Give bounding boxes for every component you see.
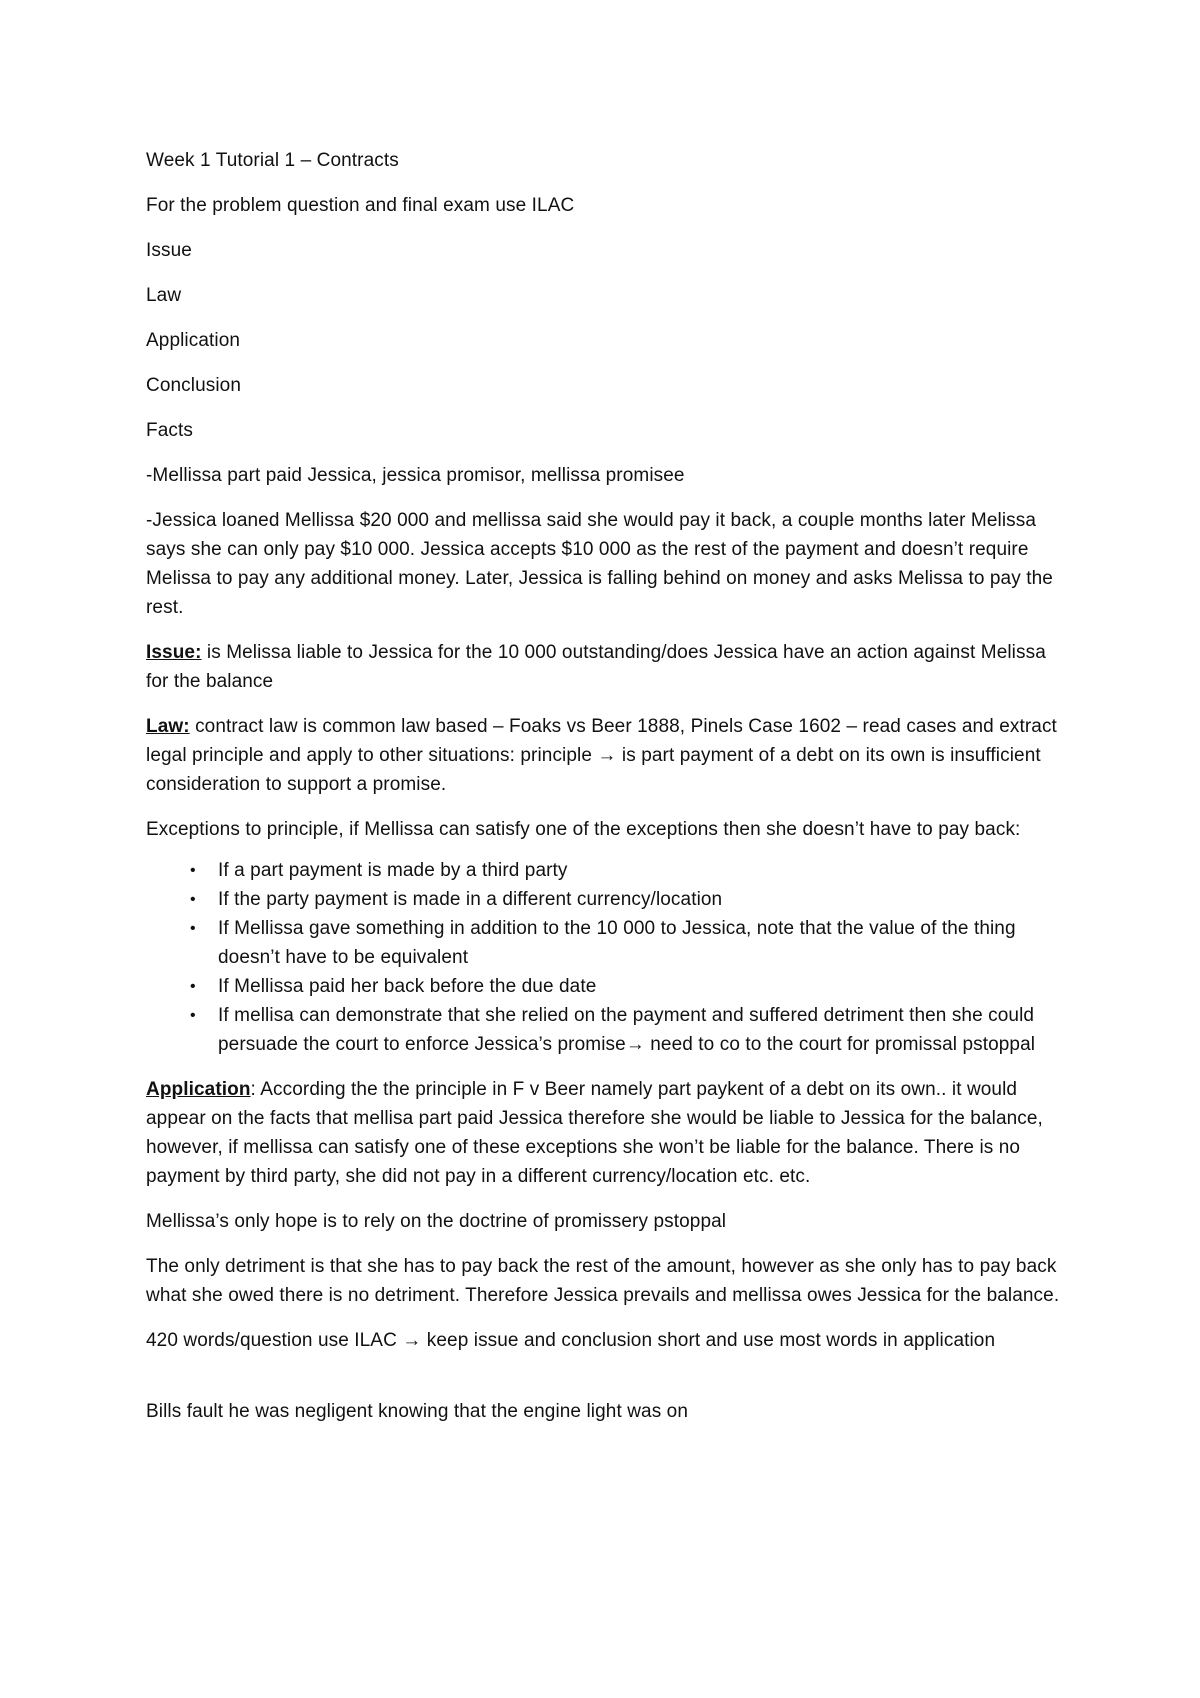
list-item: • If a part payment is made by a third party xyxy=(146,856,1066,885)
application-paragraph xyxy=(146,1075,1066,1191)
bill-line: Bills fault he was negligent knowing that the engine light was on xyxy=(146,1401,689,1422)
exceptions-list xyxy=(146,856,1066,1059)
list-item: • If mellisa can demonstrate that she relied on the payment and suffered detriment then she could persuade the court to enforce Jessica’s promise→ need to co to the court for promissal pstoppal xyxy=(146,1001,1066,1059)
intro-line: For the problem question and final exam use ILAC xyxy=(146,195,575,216)
ilac-application: Application xyxy=(146,330,241,351)
law-paragraph xyxy=(146,712,1066,799)
bullet-icon: • xyxy=(190,978,196,995)
detriment-paragraph: The only detriment is that she has to pay back the rest of the amount, however as she only has to pay back what she owed there is no detriment. Therefore Jessica prevails and mellissa owes Jessica for the balance. xyxy=(146,1256,1060,1306)
ilac-issue: Issue xyxy=(146,240,192,261)
issue-text: is Melissa liable to Jessica for the 10 000 outstanding/does Jessica have an action against Melissa for the balance xyxy=(146,642,1046,692)
law-label: Law: xyxy=(146,716,190,737)
law-text: contract law is common law based – Foaks vs Beer 1888, Pinels Case 1602 – read cases and extract legal principle and apply to other situations: principle → is part payment of a debt on its own is insufficient consideration to support a promise. xyxy=(146,716,1057,795)
exceptions-intro: Exceptions to principle, if Mellissa can satisfy one of the exceptions then she doesn’t have to pay back: xyxy=(146,819,1021,840)
issue-paragraph xyxy=(146,638,1066,696)
word-count-note: 420 words/question use ILAC → keep issue and conclusion short and use most words in application xyxy=(146,1330,996,1351)
document-body xyxy=(146,146,1066,1442)
list-item: • If Mellissa paid her back before the due date xyxy=(146,972,1066,1001)
ilac-law: Law xyxy=(146,285,182,306)
list-item: • If the party payment is made in a different currency/location xyxy=(146,885,1066,914)
bullet-icon: • xyxy=(190,862,196,879)
application-label: Application xyxy=(146,1079,251,1100)
bullet-icon: • xyxy=(190,1007,196,1024)
facts-heading: Facts xyxy=(146,420,193,441)
facts-line-1: -Mellissa part paid Jessica, jessica promisor, mellissa promisee xyxy=(146,465,685,486)
bullet-icon: • xyxy=(190,891,196,908)
bullet-icon: • xyxy=(190,920,196,937)
list-item: • If Mellissa gave something in addition to the 10 000 to Jessica, note that the value of the thing doesn’t have to be equivalent xyxy=(146,914,1066,972)
document-title: Week 1 Tutorial 1 – Contracts xyxy=(146,150,399,171)
facts-line-2: -Jessica loaned Mellissa $20 000 and mellissa said she would pay it back, a couple months later Melissa says she can only pay $10 000. Jessica accepts $10 000 as the rest of the payment and doesn’t require Melissa to pay any additional money. Later, Jessica is falling behind on money and asks Melissa to pay the rest. xyxy=(146,510,1053,618)
promissory-line: Mellissa’s only hope is to rely on the doctrine of promissery pstoppal xyxy=(146,1211,727,1232)
application-text: : According the the principle in F v Beer namely part paykent of a debt on its own.. it would appear on the facts that mellisa part paid Jessica therefore she would be liable to Jessica for the balance, however, if mellissa can satisfy one of these exceptions she won’t be liable for the balance. There is no payment by third party, she did not pay in a different currency/location etc. etc. xyxy=(146,1079,1043,1187)
ilac-conclusion: Conclusion xyxy=(146,375,241,396)
issue-label: Issue: xyxy=(146,642,202,663)
spacer xyxy=(146,1371,1066,1397)
